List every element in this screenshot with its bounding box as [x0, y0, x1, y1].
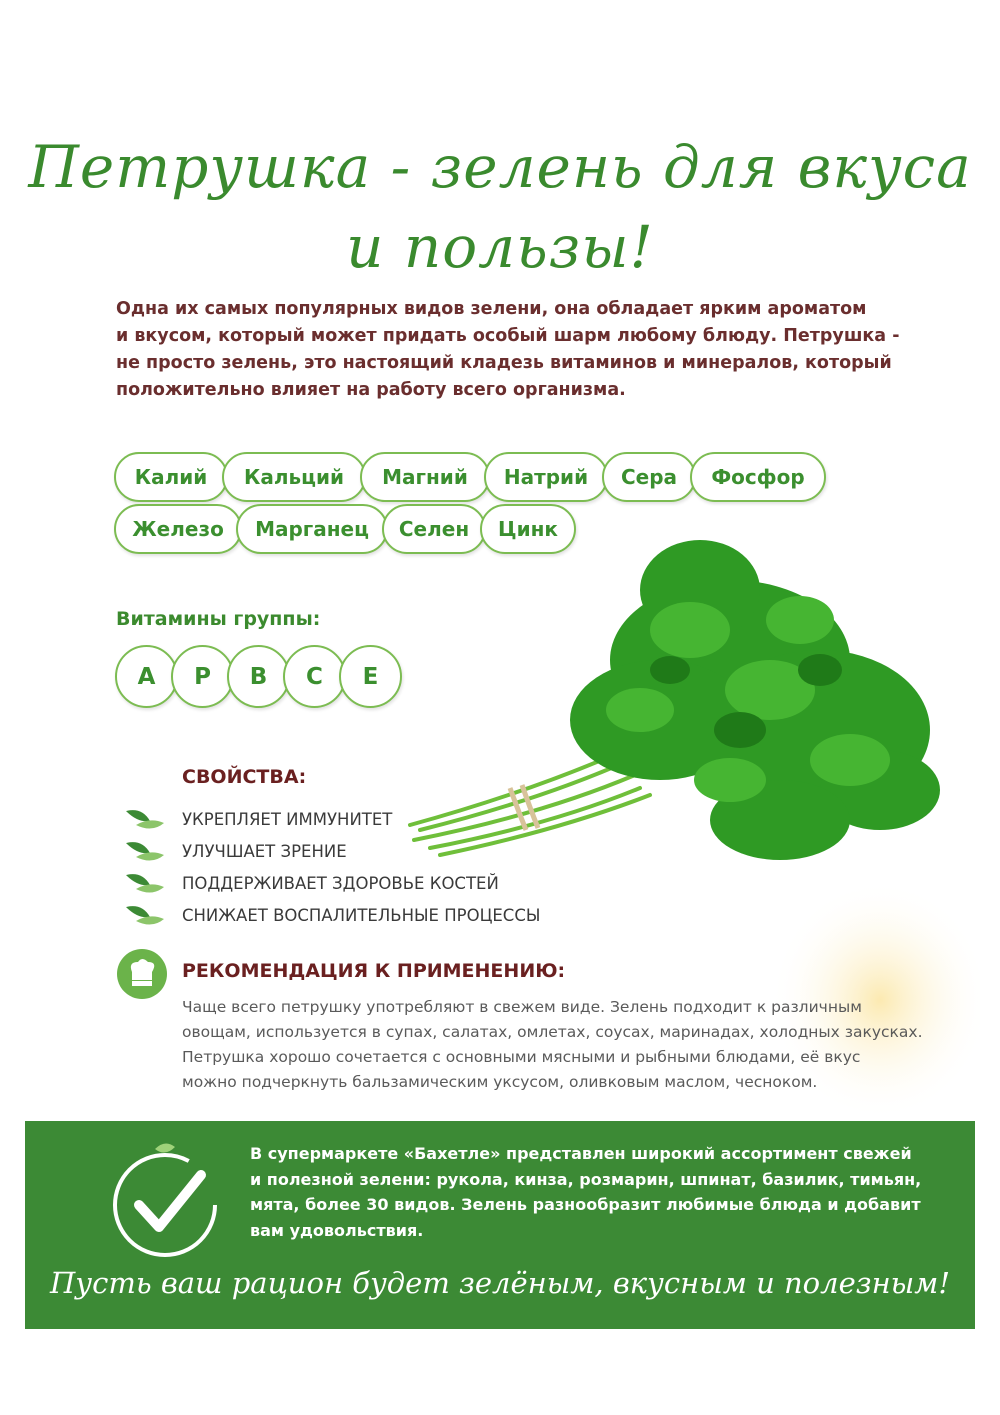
vitamin-circle: P — [171, 645, 234, 708]
mineral-pill: Кальций — [222, 452, 366, 502]
leaf-icon — [124, 869, 166, 897]
property-text: СНИЖАЕТ ВОСПАЛИТЕЛЬНЫЕ ПРОЦЕССЫ — [182, 905, 541, 925]
property-text: УКРЕПЛЯЕТ ИММУНИТЕТ — [182, 809, 393, 829]
slogan: Пусть ваш рацион будет зелёным, вкусным и полезным! — [50, 1266, 950, 1300]
minerals-row-1 — [114, 452, 820, 502]
banner-text — [250, 1141, 950, 1243]
leaf-icon — [124, 805, 166, 833]
recommendation-title: РЕКОМЕНДАЦИЯ К ПРИМЕНЕНИЮ: — [182, 960, 566, 982]
intro-line: положительно влияет на работу всего организма. — [116, 380, 626, 400]
intro-line: не просто зелень, это настоящий кладезь витаминов и минералов, который — [116, 353, 892, 373]
intro-line: Одна их самых популярных видов зелени, она обладает ярким ароматом — [116, 299, 867, 319]
promo-banner — [25, 1121, 975, 1329]
properties-title: СВОЙСТВА: — [182, 766, 307, 788]
banner-line: мята, более 30 видов. Зелень разнообразит любимые блюда и добавит — [250, 1195, 921, 1214]
list-item — [124, 803, 540, 835]
recommendation-text — [182, 995, 942, 1095]
banner-line: и полезной зелени: рукола, кинза, розмарин, шпинат, базилик, тимьян, — [250, 1169, 922, 1189]
list-item — [124, 899, 540, 931]
mineral-pill: Цинк — [480, 504, 576, 554]
mineral-pill: Селен — [382, 504, 486, 554]
mineral-pill: Магний — [360, 452, 490, 502]
title-line-2: и пользы! — [346, 213, 654, 281]
vitamin-circle: E — [339, 645, 402, 708]
property-text: УЛУЧШАЕТ ЗРЕНИЕ — [182, 841, 347, 861]
recommendation-line: Петрушка хорошо сочетается с основными мясными и рыбными блюдами, её вкус — [182, 1048, 861, 1066]
property-text: ПОДДЕРЖИВАЕТ ЗДОРОВЬЕ КОСТЕЙ — [182, 873, 499, 893]
recommendation-line: овощам, используется в супах, салатах, омлетах, соусах, маринадах, холодных закусках. — [182, 1023, 923, 1041]
mineral-pill: Марганец — [236, 504, 388, 554]
leaf-icon — [124, 837, 166, 865]
list-item — [124, 835, 540, 867]
vitamins-row — [115, 645, 395, 708]
recommendation-line: можно подчеркнуть бальзамическим уксусом, оливковым маслом, чесноком. — [182, 1073, 818, 1091]
recommendation-line: Чаще всего петрушку употребляют в свежем виде. Зелень подходит к различным — [182, 998, 862, 1016]
checkmark-icon — [103, 1139, 227, 1263]
banner-line: вам удовольствия. — [250, 1220, 424, 1240]
mineral-pill: Железо — [114, 504, 242, 554]
mineral-pill: Сера — [602, 452, 696, 502]
mineral-pill: Калий — [114, 452, 228, 502]
mineral-pill: Натрий — [484, 452, 608, 502]
vitamin-circle: A — [115, 645, 178, 708]
chef-hat-icon — [116, 948, 168, 1000]
vitamin-circle: C — [283, 645, 346, 708]
title-line-1: Петрушка - зелень для вкуса — [28, 133, 972, 201]
properties-list — [124, 803, 540, 931]
vitamin-circle: B — [227, 645, 290, 708]
banner-line: В супермаркете «Бахетле» представлен широкий ассортимент свежей — [250, 1144, 912, 1163]
intro-paragraph — [116, 296, 900, 404]
vitamins-title: Витамины группы: — [116, 608, 321, 630]
list-item — [124, 867, 540, 899]
leaf-icon — [124, 901, 166, 929]
mineral-pill: Фосфор — [690, 452, 826, 502]
intro-line: и вкусом, который может придать особый шарм любому блюду. Петрушка - — [116, 326, 900, 346]
